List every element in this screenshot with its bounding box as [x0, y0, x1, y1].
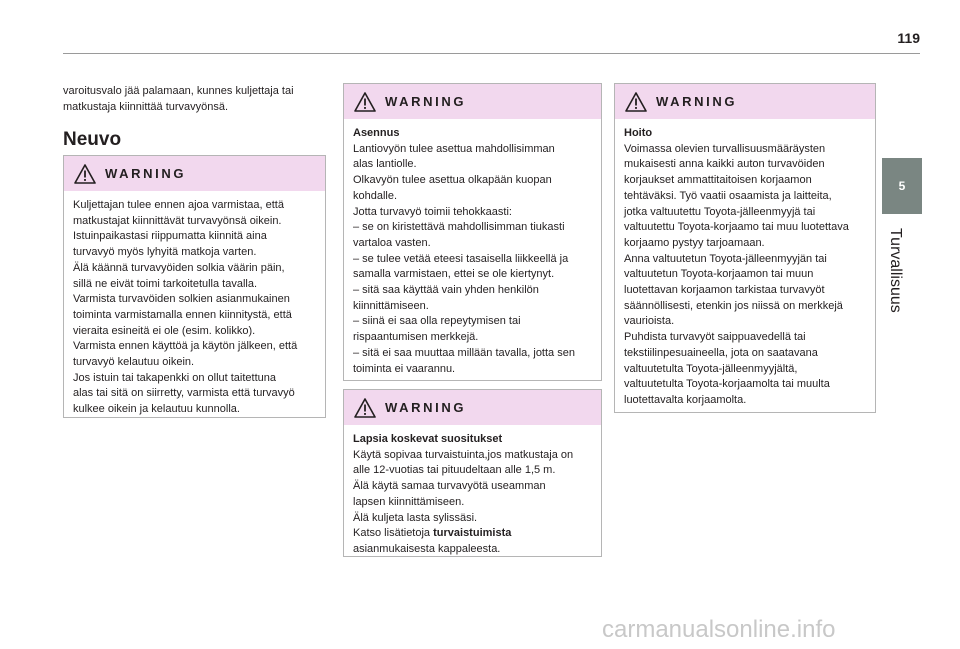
text-line: vartaloa vasten.: [353, 236, 431, 249]
text-line: sillä ne eivät toimi tarkoitetulla tavalla.: [73, 277, 258, 290]
warning-triangle-icon: [354, 398, 376, 418]
text-line: Älä käännä turvavyöiden solkia väärin päin,: [73, 261, 285, 274]
text-line: alas lantiolle.: [353, 158, 417, 171]
text-line: samalla varmistaen, ettei se ole kiertynyt.: [353, 268, 555, 281]
header-rule: [63, 53, 920, 54]
text-line: Puhdista turvavyöt saippuavedellä tai: [624, 331, 806, 344]
text-line: Jos istuin tai takapenkki on ollut taitettuna: [73, 371, 277, 384]
warning-body: [64, 191, 325, 426]
warning-triangle-icon: [354, 92, 376, 112]
warning-title: WARNING: [385, 94, 467, 109]
warning-box-general: [63, 155, 326, 418]
warning-subtitle: Lapsia koskevat suositukset: [353, 433, 503, 445]
watermark: carmanualsonline.info: [602, 616, 836, 643]
text-line: vaurioista.: [624, 315, 675, 328]
text-line: valtuutettu Toyota-korjaamo tai muu luotettava: [624, 221, 849, 234]
text-line: lapsen kiinnittämiseen.: [353, 495, 465, 508]
text-line: – se on kiristettävä mahdollisimman tiukasti: [353, 221, 565, 234]
text-line: rispaantumisen merkkejä.: [353, 331, 479, 344]
chapter-number: 5: [898, 179, 906, 193]
reference-prefix: Katso lisätietoja: [353, 527, 434, 540]
section-heading-wrap: [63, 129, 321, 151]
text-line: alas tai sitä on siirretty, varmista että turvavyö: [73, 387, 295, 400]
reference-line: [353, 526, 593, 542]
warning-title: WARNING: [385, 400, 467, 415]
warning-header: [615, 84, 875, 119]
text-line: Älä kuljeta lasta sylissäsi.: [353, 511, 478, 524]
text-line: luotettavan korjaamon tarkistaa turvavyöt: [624, 284, 825, 297]
text-line: jotka valtuutettu Toyota-jälleenmyyjä tai: [624, 205, 816, 218]
text-line: matkustaja kiinnittää turvavyönsä.: [63, 100, 229, 113]
text-line: kiinnittämiseen.: [353, 299, 429, 312]
warning-header: [64, 156, 325, 191]
text-line: matkustajat kiinnittävät turvavyönsä oikein.: [73, 214, 282, 227]
warning-box-children: [343, 389, 602, 557]
text-line: korjaamo pystyy tarjoamaan.: [624, 236, 765, 249]
text-line: luotettavalta korjaamolta.: [624, 393, 747, 406]
text-line: Istuinpaikastasi riippumatta kiinnitä aina: [73, 230, 267, 243]
warning-subtitle: Hoito: [624, 127, 653, 139]
text-line: Kuljettajan tulee ennen ajoa varmistaa, että: [73, 199, 284, 211]
text-line: Olkavyön tulee asettua olkapään kuopan: [353, 174, 552, 187]
text-line: Anna valtuutetun Toyota-jälleenmyyjän tai: [624, 252, 827, 265]
text-line: – siinä ei saa olla repeytymisen tai: [353, 315, 521, 328]
text-line: Varmista turvavöiden solkien asianmukainen: [73, 293, 290, 306]
text-line: kulkee oikein ja kelautuu kunnolla.: [73, 403, 240, 416]
text-line: vieraita esineitä ei ole (esim. kolikko).: [73, 324, 256, 337]
warning-box-maintenance: [614, 83, 876, 413]
text-line: asianmukaisesta kappaleesta.: [353, 542, 501, 555]
section-title: Turvallisuus: [887, 228, 904, 313]
text-line: tehtäväksi. Työ vaatii osaamista ja laitteita,: [624, 189, 832, 202]
text-line: säännöllisesti, etenkin jos niissä on merkkejä: [624, 299, 843, 312]
warning-body: [344, 119, 601, 385]
warning-title: WARNING: [656, 94, 738, 109]
text-line: toiminta varmistamalla ennen kiinnitystä, että: [73, 308, 292, 321]
text-line: turvavyö kelautuu oikein.: [73, 356, 195, 369]
text-line: Voimassa olevien turvallisuusmääräysten: [624, 142, 826, 155]
text-line: Älä käytä samaa turvavyötä useamman: [353, 480, 546, 493]
text-line: Käytä sopivaa turvaistuinta,jos matkustaja on: [353, 448, 574, 461]
warning-box-installation: [343, 83, 602, 381]
text-line: valtuutetun Toyota-korjaamon tai muun: [624, 268, 814, 281]
warning-triangle-icon: [625, 92, 647, 112]
text-line: mukaisesti anna kaikki auton turvavöiden: [624, 158, 825, 171]
reference-link[interactable]: turvaistuimista: [433, 527, 512, 540]
text-line: – sitä saa käyttää vain yhden henkilön: [353, 284, 539, 297]
warning-body: [615, 119, 875, 417]
warning-body: [344, 425, 601, 566]
text-line: Jotta turvavyö toimii tehokkaasti:: [353, 205, 512, 218]
text-line: – se tulee vetää eteesi tasaisella liikkeellä ja: [353, 252, 569, 265]
text-line: korjaukset ammattitaitoisen korjaamon: [624, 174, 812, 187]
warning-triangle-icon: [74, 164, 96, 184]
text-line: alle 12-vuotias tai pituudeltaan alle 1,5 m.: [353, 464, 556, 477]
text-line: valtuutetulta Toyota-jälleenmyyjältä,: [624, 362, 798, 375]
text-line: kohdalle.: [353, 189, 398, 202]
warning-subtitle: Asennus: [353, 127, 400, 139]
text-line: valtuutetulta Toyota-korjaamolta tai muulta: [624, 378, 830, 391]
text-line: Lantiovyön tulee asettua mahdollisimman: [353, 142, 555, 155]
text-line: varoitusvalo jää palamaan, kunnes kuljettaja tai: [63, 85, 294, 97]
chapter-tab[interactable]: [882, 158, 922, 214]
text-line: toiminta ei vaarannu.: [353, 362, 456, 375]
warning-header: [344, 84, 601, 119]
intro-text: [63, 84, 321, 115]
warning-title: WARNING: [105, 166, 187, 181]
section-heading: Neuvo: [63, 129, 122, 150]
page-number: 119: [897, 30, 920, 46]
text-line: Varmista ennen käyttöä ja käytön jälkeen, että: [73, 340, 298, 353]
text-line: tekstiilinpesuaineella, jota on saatavana: [624, 346, 818, 359]
warning-header: [344, 390, 601, 425]
text-line: turvavyö myös lyhyitä matkoja varten.: [73, 246, 257, 259]
text-line: – sitä ei saa muuttaa millään tavalla, jotta sen: [353, 346, 575, 359]
